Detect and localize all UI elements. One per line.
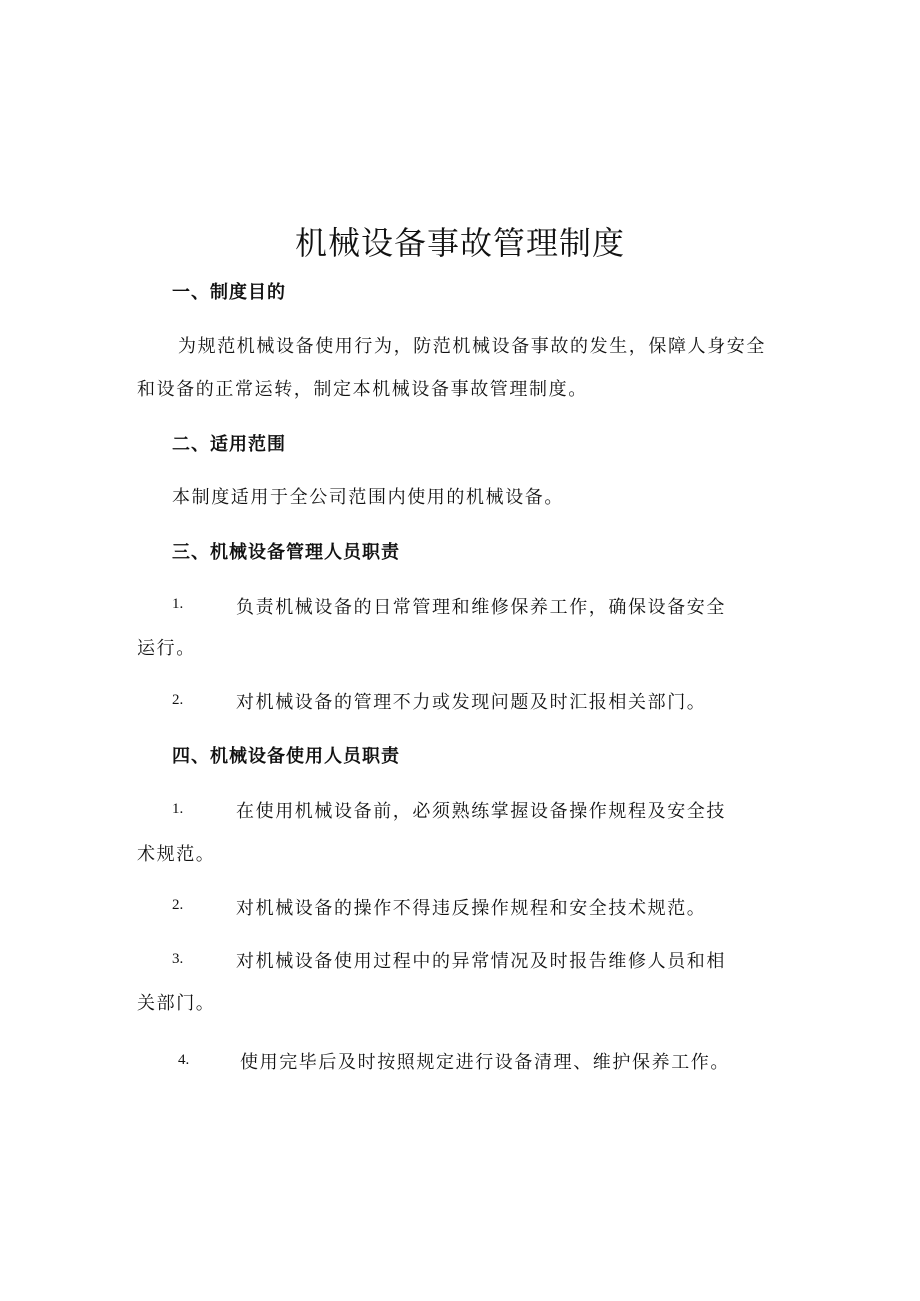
list-item-number: 2. xyxy=(172,692,184,708)
list-item-number: 2. xyxy=(172,897,184,913)
list-item-text: 对机械设备使用过程中的异常情况及时报告维修人员和相 xyxy=(236,951,726,972)
list-item-number: 4. xyxy=(178,1052,190,1068)
list-item-text-continued: 术规范。 xyxy=(137,844,216,865)
section-heading-manager-duties: 三、机械设备管理人员职责 xyxy=(172,542,400,563)
purpose-paragraph-line-1: 为规范机械设备使用行为，防范机械设备事故的发生，保障人身安全 xyxy=(178,336,766,357)
list-item-text: 对机械设备的操作不得违反操作规程和安全技术规范。 xyxy=(236,898,707,919)
scope-paragraph: 本制度适用于全公司范围内使用的机械设备。 xyxy=(172,487,564,508)
list-item-text: 使用完毕后及时按照规定进行设备清理、维护保养工作。 xyxy=(240,1052,730,1073)
list-item-number: 1. xyxy=(172,596,184,612)
section-heading-purpose: 一、制度目的 xyxy=(172,282,286,303)
list-item-text-continued: 运行。 xyxy=(137,638,196,659)
purpose-paragraph-line-2: 和设备的正常运转，制定本机械设备事故管理制度。 xyxy=(137,379,588,400)
list-item-number: 1. xyxy=(172,801,184,817)
list-item-text-continued: 关部门。 xyxy=(137,993,216,1014)
section-heading-scope: 二、适用范围 xyxy=(172,434,286,455)
list-item-number: 3. xyxy=(172,951,184,967)
document-title: 机械设备事故管理制度 xyxy=(294,224,625,262)
list-item-text: 对机械设备的管理不力或发现问题及时汇报相关部门。 xyxy=(236,692,707,713)
list-item-text: 在使用机械设备前，必须熟练掌握设备操作规程及安全技 xyxy=(236,801,726,822)
list-item-text: 负责机械设备的日常管理和维修保养工作，确保设备安全 xyxy=(236,597,726,618)
section-heading-user-duties: 四、机械设备使用人员职责 xyxy=(172,746,400,767)
